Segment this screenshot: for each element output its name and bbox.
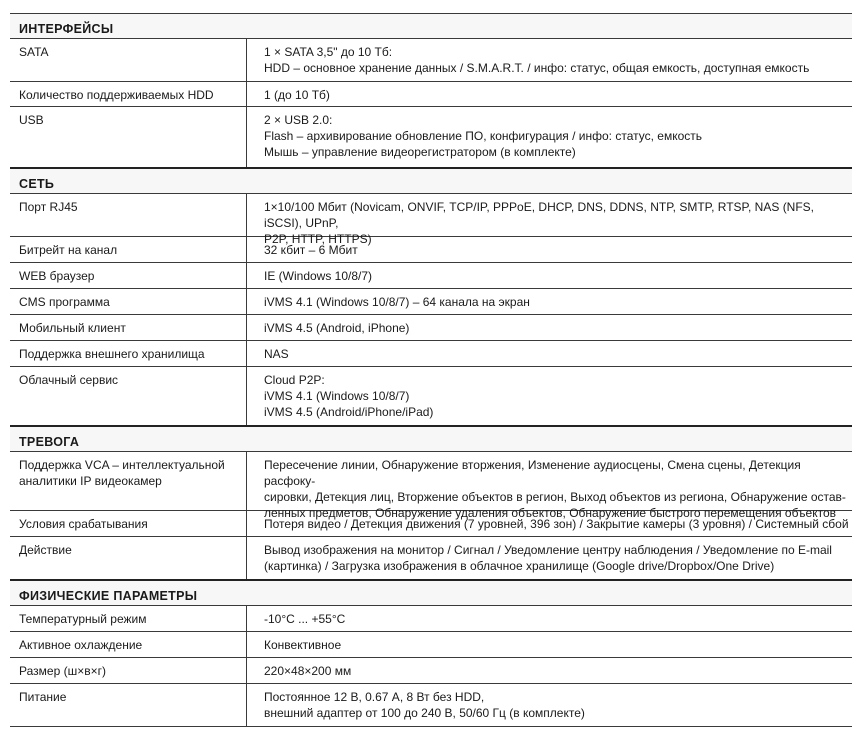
spec-row-external-storage [10, 340, 852, 366]
spec-row-temperature [10, 605, 852, 631]
spec-key: Условия срабатывания [19, 517, 148, 531]
spec-value: 220×48×200 мм [246, 658, 852, 683]
spec-value: 1 × SATA 3,5" до 10 Тб: HDD – основное хранение данных / S.M.A.R.T. / инфо: статус, общая емкость, доступная емкость [246, 39, 852, 81]
section-physical-header [10, 579, 852, 605]
spec-table [10, 13, 852, 727]
spec-row-usb [10, 106, 852, 167]
spec-key: WEB браузер [19, 269, 95, 283]
spec-row-cloud [10, 366, 852, 425]
spec-key: Поддержка внешнего хранилища [19, 347, 205, 361]
spec-value: 1×10/100 Мбит (Novicam, ONVIF, TCP/IP, PPPoE, DHCP, DNS, DDNS, NTP, SMTP, RTSP, NAS (NFS, iSCSI), UPnP, P2P, HTTP, HTTPS) [246, 194, 852, 236]
spec-value: Постоянное 12 В, 0.67 А, 8 Вт без HDD, внешний адаптер от 100 до 240 В, 50/60 Гц (в комплекте) [246, 684, 852, 726]
spec-key: Количество поддерживаемых HDD [19, 88, 214, 102]
spec-key: Битрейт на канал [19, 243, 118, 257]
spec-key: Активное охлаждение [19, 638, 143, 652]
section-title: СЕТЬ [19, 177, 55, 191]
spec-row-mobile-client [10, 314, 852, 340]
spec-value: -10°C ... +55°C [246, 606, 852, 631]
spec-key: Питание [19, 690, 67, 704]
spec-row-dimensions [10, 657, 852, 683]
spec-value: IE (Windows 10/8/7) [246, 263, 852, 288]
spec-key: USB [19, 113, 44, 127]
spec-row-rj45 [10, 193, 852, 246]
spec-value: Конвективное [246, 632, 852, 657]
spec-value: 32 кбит – 6 Мбит [246, 237, 852, 262]
spec-row-trigger-conditions [10, 510, 852, 536]
spec-key: Мобильный клиент [19, 321, 126, 335]
spec-row-vca [10, 451, 852, 520]
spec-value: Пересечение линии, Обнаружение вторжения, Изменение аудиосцены, Смена сцены, Детекция расфоку- сировки, Детекция лиц, Вторжение объектов в регион, Выход объектов из региона, Обнаружение остав- ленных предметов, Обнаружение удаления объектов, Обнаружение быстрого перемещения объектов [246, 452, 852, 510]
section-title: ИНТЕРФЕЙСЫ [19, 22, 114, 36]
spec-key: Поддержка VCA – интеллектуальной аналитики IP видеокамер [19, 458, 225, 488]
spec-row-bitrate [10, 236, 852, 262]
spec-value: iVMS 4.5 (Android, iPhone) [246, 315, 852, 340]
spec-key: SATA [19, 45, 49, 59]
spec-value: NAS [246, 341, 852, 366]
spec-row-action [10, 536, 852, 579]
spec-value: 1 (до 10 Тб) [246, 82, 852, 106]
spec-row-hdd-count [10, 81, 852, 106]
section-alarm-header [10, 425, 852, 451]
spec-row-cms [10, 288, 852, 314]
spec-key: Действие [19, 543, 72, 557]
spec-value: Cloud P2P: iVMS 4.1 (Windows 10/8/7) iVMS 4.5 (Android/iPhone/iPad) [246, 367, 852, 425]
spec-key: Температурный режим [19, 612, 147, 626]
spec-value: Вывод изображения на монитор / Сигнал / Уведомление центру наблюдения / Уведомление по E-mail (картинка) / Загрузка изображения в облачное хранилище (Google drive/Dropbox/One Drive) [246, 537, 852, 579]
spec-row-power [10, 683, 852, 727]
spec-key: CMS программа [19, 295, 110, 309]
spec-row-web-browser [10, 262, 852, 288]
section-network-header [10, 167, 852, 193]
spec-key: Порт RJ45 [19, 200, 78, 214]
spec-row-sata [10, 38, 852, 81]
spec-value: Потеря видео / Детекция движения (7 уровней, 396 зон) / Закрытие камеры (3 уровня) / Системный сбой [246, 511, 852, 536]
section-title: ТРЕВОГА [19, 435, 80, 449]
spec-key: Облачный сервис [19, 373, 119, 387]
section-title: ФИЗИЧЕСКИЕ ПАРАМЕТРЫ [19, 589, 198, 603]
spec-row-cooling [10, 631, 852, 657]
spec-key: Размер (ш×в×г) [19, 664, 106, 678]
section-interfaces-header [10, 13, 852, 38]
spec-value: 2 × USB 2.0: Flash – архивирование обновление ПО, конфигурация / инфо: статус, емкость Мышь – управление видеорегистратором (в комплекте) [246, 107, 852, 167]
spec-value: iVMS 4.1 (Windows 10/8/7) – 64 канала на экран [246, 289, 852, 314]
